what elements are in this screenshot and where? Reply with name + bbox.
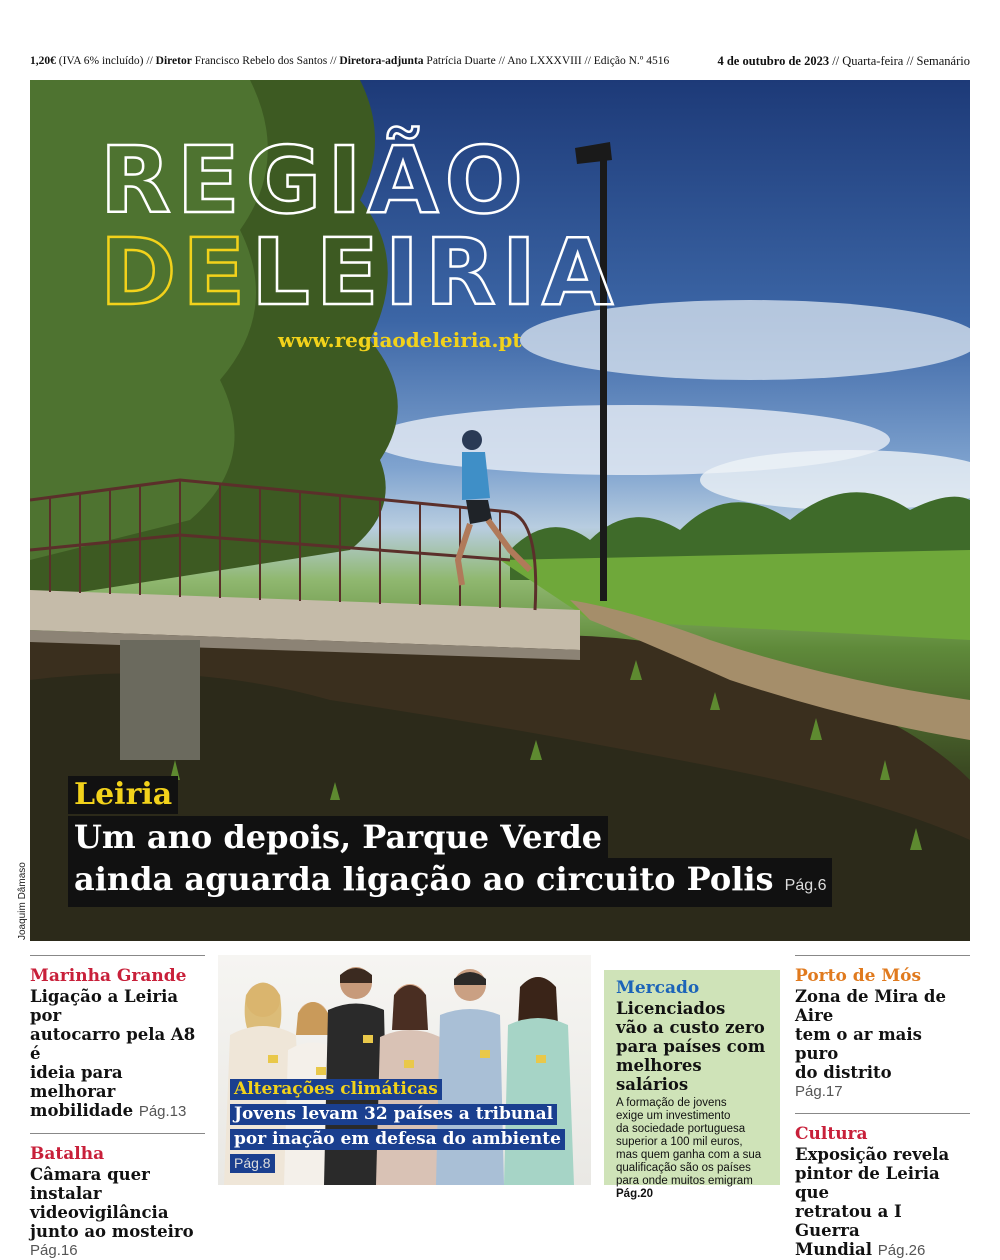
story-headline-line: melhores salários <box>616 1056 702 1094</box>
story-page-ref: Pág.13 <box>138 1103 187 1120</box>
story-headline-line: Câmara quer instalar <box>30 1165 150 1203</box>
story-body-line: para onde muitos emigram <box>616 1175 753 1187</box>
masthead-line-deleiria <box>100 219 620 326</box>
website-url[interactable]: www.regiaodeleiria.pt <box>278 328 522 352</box>
story-kicker: Porto de Mós <box>795 966 922 986</box>
deputy-director-name: Patrícia Duarte // <box>426 55 505 67</box>
story-headline-line: ideia para melhorar <box>30 1063 123 1101</box>
masthead-leiria: LEIRIA <box>251 219 620 326</box>
story-marinha-grande[interactable] <box>30 956 205 1121</box>
story-page-ref: Pág.16 <box>30 1242 78 1259</box>
lead-headline-line-2[interactable] <box>68 858 832 907</box>
story-porto-de-mos[interactable] <box>795 956 970 1101</box>
deputy-director-label: Diretora-adjunta <box>339 55 424 67</box>
climate-headline-line-2: por inação em defesa do ambiente <box>230 1129 565 1150</box>
price: 1,20€ <box>30 55 56 67</box>
climate-kicker: Alterações climáticas <box>230 1079 442 1100</box>
story-kicker: Cultura <box>795 1124 868 1144</box>
story-body-line: superior a 100 mil euros, <box>616 1136 743 1148</box>
story-headline-line: junto ao mosteiro <box>30 1222 194 1241</box>
edition-details <box>30 52 669 70</box>
story-headline-line: para países com <box>616 1037 766 1056</box>
story-kicker: Mercado <box>616 978 700 998</box>
masthead-de: DE <box>100 219 252 326</box>
lead-headline-text: ainda aguarda ligação ao circuito Polis <box>74 860 774 898</box>
masthead-logo <box>100 127 620 352</box>
story-headline-line <box>30 1101 205 1121</box>
story-headline-line: retratou a I Guerra <box>795 1202 902 1240</box>
story-body-line: mas quem ganha com a sua <box>616 1149 762 1161</box>
climate-page-ref: Pág.8 <box>230 1154 275 1173</box>
story-headline-line: Licenciados <box>616 999 726 1018</box>
story-body-line: da sociedade portuguesa <box>616 1123 746 1135</box>
story-headline-line: Exposição revela <box>795 1145 950 1164</box>
director-name: Francisco Rebelo dos Santos // <box>194 55 337 67</box>
left-column <box>30 955 205 1260</box>
edition-info-bar <box>30 52 970 70</box>
story-headline-line: Ligação a Leiria por <box>30 987 179 1025</box>
right-column <box>795 955 970 1260</box>
publication-date: 4 de outubro de 2023 <box>717 54 830 68</box>
story-headline-line: pintor de Leiria que <box>795 1164 940 1202</box>
story-body-line: A formação de jovens <box>616 1097 727 1109</box>
story-headline-line: videovigilância <box>30 1203 169 1222</box>
mercado-content <box>604 970 780 1201</box>
edition-date <box>717 52 970 70</box>
story-headline-line: tem o ar mais puro <box>795 1025 922 1063</box>
climate-story-photo[interactable] <box>218 955 591 1185</box>
climate-headline-line-1: Jovens levam 32 países a tribunal <box>230 1104 557 1125</box>
story-headline-line: vão a custo zero <box>616 1018 765 1037</box>
story-headline-last: mobilidade <box>30 1101 134 1120</box>
story-kicker: Batalha <box>30 1144 105 1164</box>
story-page-ref: Pág.20 <box>616 1188 654 1200</box>
group-of-young-people-illustration <box>218 955 591 1185</box>
mercado-story-box[interactable] <box>604 970 780 1200</box>
story-page-ref: Pág.26 <box>877 1242 926 1259</box>
story-body-line: exige um investimento <box>616 1110 731 1122</box>
lead-kicker: Leiria <box>68 776 178 814</box>
weekday-frequency: // Quarta-feira // Semanário <box>832 54 970 68</box>
director-label: Diretor <box>155 55 192 67</box>
masthead-line-regiao: REGIÃO <box>100 127 529 234</box>
price-note: (IVA 6% incluído) // <box>58 55 153 67</box>
story-cultura[interactable] <box>795 1114 970 1260</box>
cover-photo <box>30 80 970 941</box>
lead-page-ref: Pág.6 <box>784 877 827 894</box>
story-headline-line: Zona de Mira de Aire <box>795 987 946 1025</box>
story-body-line: qualificação são os países <box>616 1162 751 1174</box>
story-headline-line: do distrito <box>795 1063 892 1082</box>
story-batalha[interactable] <box>30 1134 205 1260</box>
story-headline-line: autocarro pela A8 é <box>30 1025 196 1063</box>
story-headline-last: Mundial <box>795 1240 873 1259</box>
lead-headline-line-1[interactable]: Um ano depois, Parque Verde <box>68 816 608 858</box>
story-body <box>616 1097 770 1201</box>
photo-credit: Joaquim Dâmaso <box>17 862 28 940</box>
story-headline-line <box>795 1240 970 1260</box>
photo-credit-wrap <box>17 862 29 941</box>
story-page-ref: Pág.17 <box>795 1083 843 1100</box>
story-kicker: Marinha Grande <box>30 966 187 986</box>
edition-number: Ano LXXXVIII // Edição N.º 4516 <box>507 55 670 67</box>
